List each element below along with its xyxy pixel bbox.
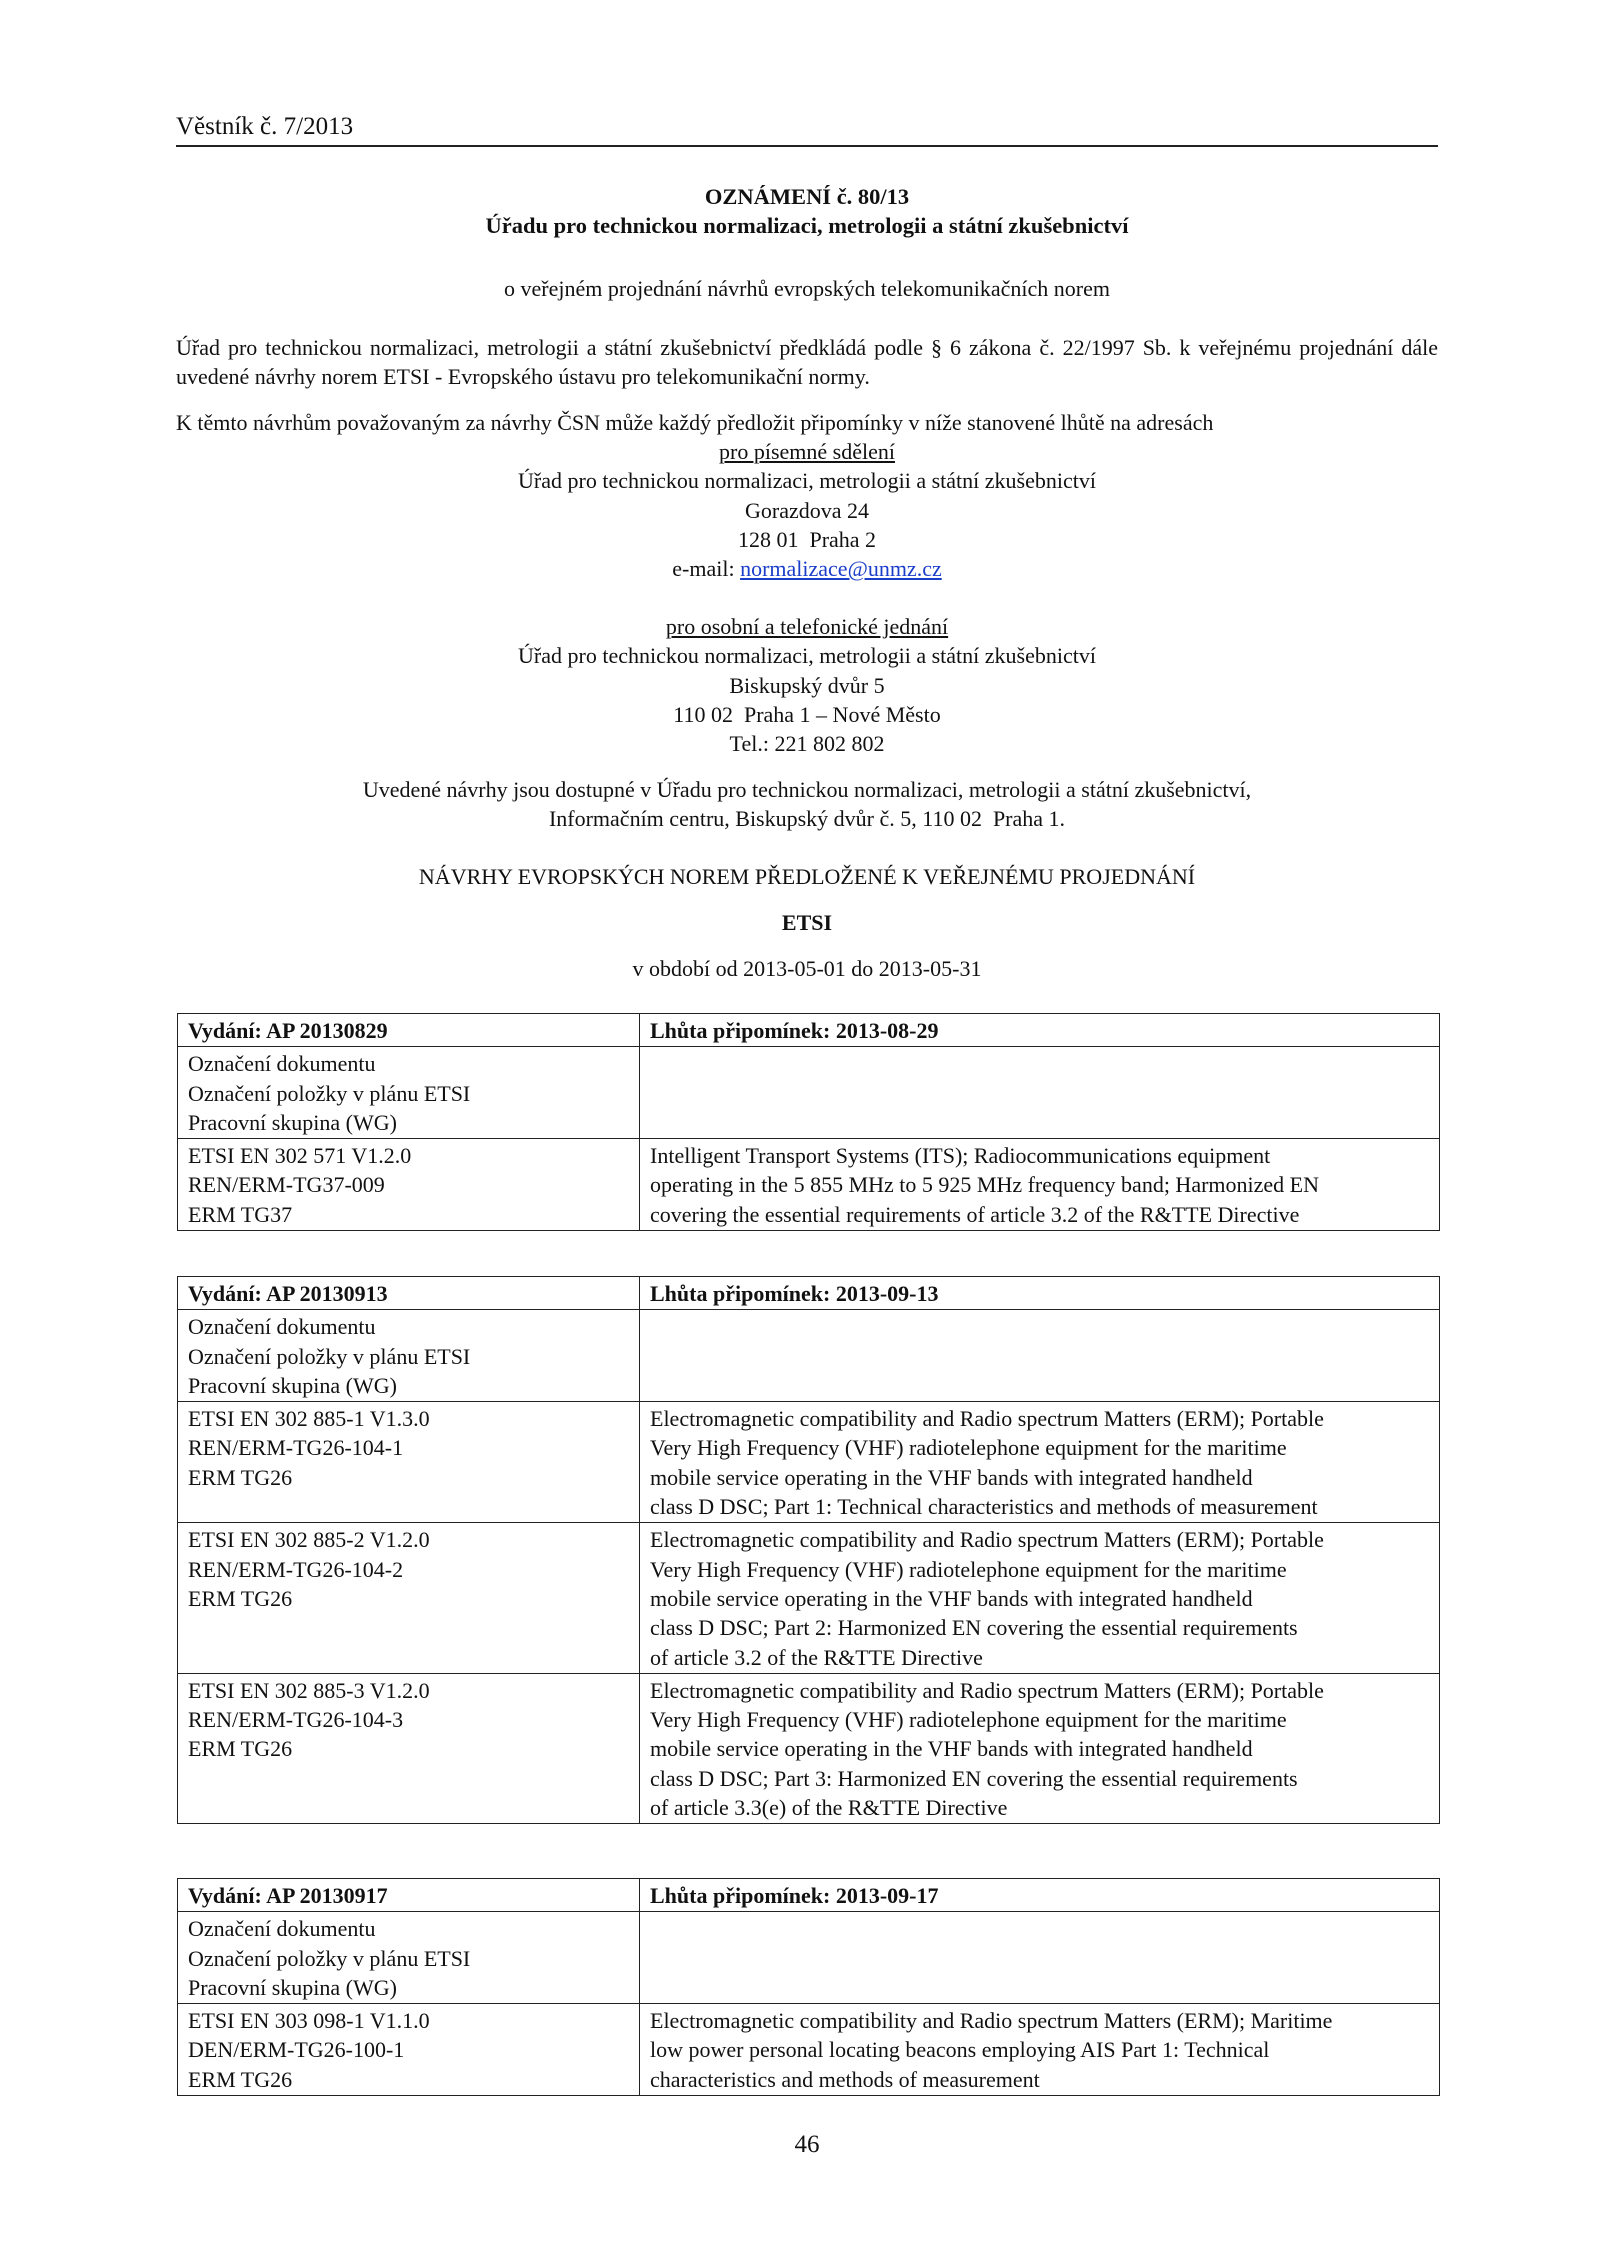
- period-line: v období od 2013-05-01 do 2013-05-31: [632, 956, 982, 981]
- legend-line: Označení položky v plánu ETSI: [188, 1945, 471, 1971]
- working-group: ERM TG26: [188, 1736, 293, 1762]
- title-line: Electromagnetic compatibility and Radio spectrum Matters (ERM); Portable: [650, 1406, 1324, 1432]
- document-id-cell: [178, 1139, 640, 1231]
- availability-line: Informačním centru, Biskupský dvůr č. 5, 110 02 Praha 1.: [548, 806, 1066, 831]
- document-id-cell: [178, 1523, 640, 1673]
- personal-contact-office: Úřad pro technickou normalizaci, metrologii a státní zkušebnictví: [518, 643, 1096, 669]
- empty-cell: [640, 1912, 1440, 2004]
- work-item: REN/ERM-TG26-104-3: [188, 1707, 404, 1733]
- issue-cell: Vydání: AP 20130913: [178, 1277, 640, 1310]
- notice-title: OZNÁMENÍ č. 80/13: [704, 184, 910, 209]
- email-link[interactable]: normalizace@unmz.cz: [740, 556, 942, 582]
- working-group: ERM TG26: [188, 1585, 293, 1611]
- intro-paragraph: Úřad pro technickou normalizaci, metrologii a státní zkušebnictví předkládá podle § 6 zákona č. 22/1997 Sb. k veřejnému projednání dále uvedené návrhy norem ETSI - Evropského ústavu pro telekomunikační normy.: [176, 335, 1438, 389]
- document-designation: ETSI EN 302 885-2 V1.2.0: [188, 1527, 430, 1553]
- title-line: Electromagnetic compatibility and Radio spectrum Matters (ERM); Maritime: [650, 2008, 1333, 2034]
- legend-cell: [178, 1047, 640, 1139]
- empty-cell: [640, 1310, 1440, 1402]
- legend-line: Pracovní skupina (WG): [188, 1109, 397, 1135]
- title-line: Very High Frequency (VHF) radiotelephone equipment for the maritime: [650, 1435, 1287, 1461]
- legend-line: Označení dokumentu: [188, 1916, 376, 1942]
- title-line: Electromagnetic compatibility and Radio spectrum Matters (ERM); Portable: [650, 1527, 1324, 1553]
- etsi-draft-table: [177, 1013, 1440, 1231]
- title-line: mobile service operating in the VHF bands with integrated handheld: [650, 1585, 1253, 1611]
- title-line: Very High Frequency (VHF) radiotelephone equipment for the maritime: [650, 1707, 1287, 1733]
- etsi-draft-table: [177, 1878, 1440, 2096]
- document-designation: ETSI EN 303 098-1 V1.1.0: [188, 2008, 430, 2034]
- written-contact-heading: pro písemné sdělení: [719, 439, 895, 464]
- document-title-cell: [640, 1139, 1440, 1231]
- document-id-cell: [178, 1402, 640, 1523]
- title-line: class D DSC; Part 3: Harmonized EN covering the essential requirements: [650, 1765, 1298, 1791]
- comment-paragraph: K těmto návrhům považovaným za návrhy ČSN může každý předložit připomínky v níže stanovené lhůtě na adresách: [176, 410, 1214, 435]
- legend-line: Označení dokumentu: [188, 1051, 376, 1077]
- email-label: e-mail:: [672, 556, 741, 582]
- title-line: characteristics and methods of measurement: [650, 2066, 1040, 2092]
- document-id-cell: [178, 2004, 640, 2096]
- journal-header: Věstník č. 7/2013: [176, 111, 1438, 147]
- written-contact-office: Úřad pro technickou normalizaci, metrologii a státní zkušebnictví: [518, 468, 1096, 494]
- personal-contact-phone: Tel.: 221 802 802: [729, 731, 885, 757]
- deadline-cell: Lhůta připomínek: 2013-09-17: [640, 1879, 1440, 1912]
- title-line: low power personal locating beacons employing AIS Part 1: Technical: [650, 2037, 1270, 2063]
- deadline-cell: Lhůta připomínek: 2013-08-29: [640, 1014, 1440, 1047]
- title-line: of article 3.2 of the R&TTE Directive: [650, 1644, 983, 1670]
- title-line: class D DSC; Part 2: Harmonized EN covering the essential requirements: [650, 1615, 1298, 1641]
- organization-heading: ETSI: [781, 910, 833, 935]
- legend-cell: [178, 1912, 640, 2004]
- legend-line: Označení dokumentu: [188, 1314, 376, 1340]
- deadline-cell: Lhůta připomínek: 2013-09-13: [640, 1277, 1440, 1310]
- written-contact-city: 128 01 Praha 2: [737, 526, 877, 552]
- written-contact-street: Gorazdova 24: [744, 497, 869, 523]
- section-heading: NÁVRHY EVROPSKÝCH NOREM PŘEDLOŽENÉ K VEŘEJNÉMU PROJEDNÁNÍ: [418, 864, 1196, 889]
- personal-contact-heading: pro osobní a telefonické jednání: [665, 614, 949, 639]
- working-group: ERM TG26: [188, 2066, 293, 2092]
- title-line: mobile service operating in the VHF bands with integrated handheld: [650, 1736, 1253, 1762]
- title-line: covering the essential requirements of article 3.2 of the R&TTE Directive: [650, 1201, 1300, 1227]
- title-line: Very High Frequency (VHF) radiotelephone equipment for the maritime: [650, 1556, 1287, 1582]
- document-title-cell: [640, 1523, 1440, 1673]
- work-item: DEN/ERM-TG26-100-1: [188, 2037, 405, 2063]
- title-line: operating in the 5 855 MHz to 5 925 MHz frequency band; Harmonized EN: [650, 1172, 1319, 1198]
- document-title-cell: [640, 1402, 1440, 1523]
- notice-issuer: Úřadu pro technickou normalizaci, metrologii a státní zkušebnictví: [485, 213, 1129, 238]
- page-number: 46: [794, 2131, 820, 2158]
- legend-line: Označení položky v plánu ETSI: [188, 1080, 471, 1106]
- legend-line: Pracovní skupina (WG): [188, 1372, 397, 1398]
- legend-line: Označení položky v plánu ETSI: [188, 1343, 471, 1369]
- document-designation: ETSI EN 302 571 V1.2.0: [188, 1143, 412, 1169]
- document-designation: ETSI EN 302 885-3 V1.2.0: [188, 1677, 430, 1703]
- written-contact-block: [176, 437, 1438, 583]
- title-line: Intelligent Transport Systems (ITS); Radiocommunications equipment: [650, 1143, 1271, 1169]
- legend-cell: [178, 1310, 640, 1402]
- document-title-cell: [640, 2004, 1440, 2096]
- personal-contact-block: [176, 612, 1438, 758]
- personal-contact-city: 110 02 Praha 1 – Nové Město: [673, 701, 941, 727]
- document-title-cell: [640, 1673, 1440, 1823]
- work-item: REN/ERM-TG37-009: [188, 1172, 385, 1198]
- etsi-draft-table: [177, 1276, 1440, 1824]
- document-designation: ETSI EN 302 885-1 V1.3.0: [188, 1406, 430, 1432]
- legend-line: Pracovní skupina (WG): [188, 1974, 397, 2000]
- availability-line: Uvedené návrhy jsou dostupné v Úřadu pro technickou normalizaci, metrologii a státní zkušebnictví,: [362, 777, 1252, 802]
- title-line: class D DSC; Part 1: Technical characteristics and methods of measurement: [650, 1494, 1318, 1520]
- title-line: Electromagnetic compatibility and Radio spectrum Matters (ERM); Portable: [650, 1677, 1324, 1703]
- notice-subtitle: o veřejném projednání návrhů evropských telekomunikačních norem: [503, 276, 1111, 301]
- empty-cell: [640, 1047, 1440, 1139]
- working-group: ERM TG26: [188, 1464, 293, 1490]
- personal-contact-street: Biskupský dvůr 5: [729, 672, 885, 698]
- title-line: mobile service operating in the VHF bands with integrated handheld: [650, 1464, 1253, 1490]
- document-id-cell: [178, 1673, 640, 1823]
- work-item: REN/ERM-TG26-104-2: [188, 1556, 404, 1582]
- availability-note: [176, 775, 1438, 833]
- work-item: REN/ERM-TG26-104-1: [188, 1435, 404, 1461]
- working-group: ERM TG37: [188, 1201, 293, 1227]
- issue-cell: Vydání: AP 20130917: [178, 1879, 640, 1912]
- issue-cell: Vydání: AP 20130829: [178, 1014, 640, 1047]
- title-line: of article 3.3(e) of the R&TTE Directive: [650, 1795, 1008, 1821]
